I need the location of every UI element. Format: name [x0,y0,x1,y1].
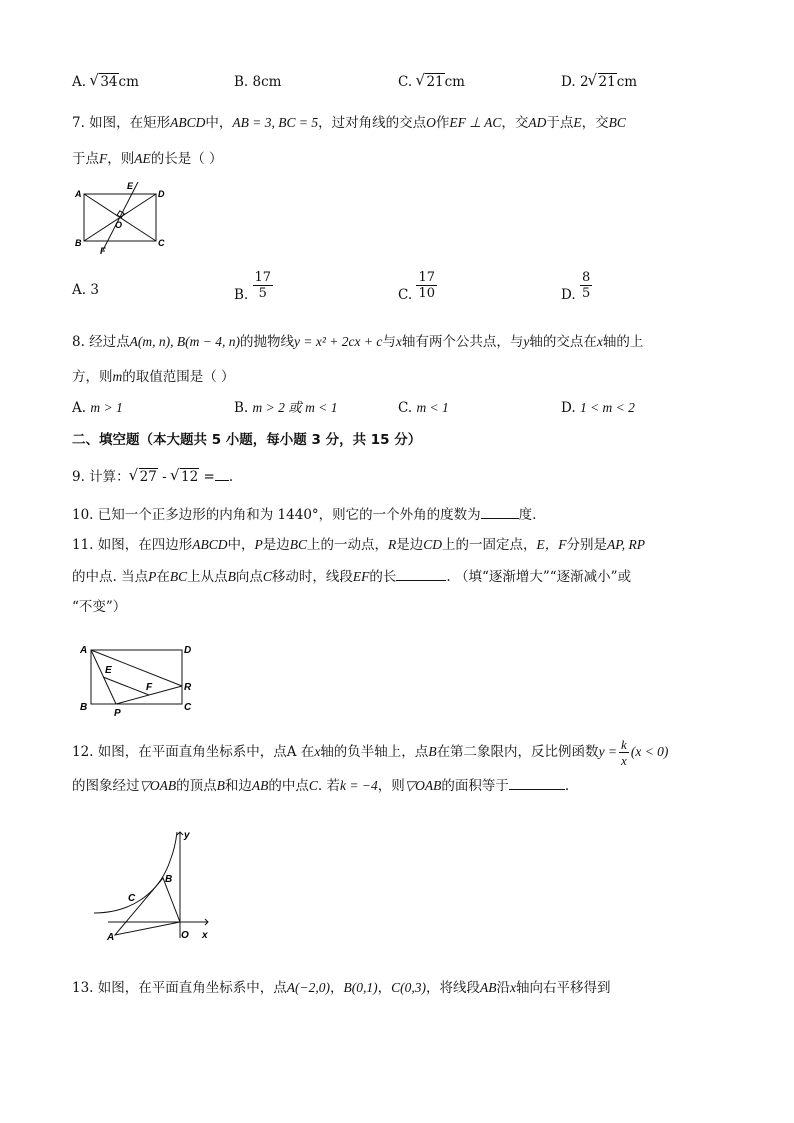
q7-rectangle-figure [70,178,170,256]
q8-option-c[interactable]: C. m < 1 [398,400,449,416]
sqrt-symbol: √ 27 [130,467,158,487]
hyperbola-curve [94,832,177,913]
q11-stem-line2: 的中点. 当点P在BC上从点B向点C移动时，线段EF的长 . （填“逐渐增大”“逐渐减小”或 [72,566,631,587]
label-d: D [158,189,165,199]
sqrt-symbol: √ 21 [589,72,617,92]
q8-stem-line1: 8. 经过点A(m, n), B(m − 4, n)的抛物线y = x² + 2cx + c与x轴有两个公共点，与y轴的交点在x轴的上 [72,334,644,350]
q8-option-a[interactable]: A. m > 1 [72,400,123,416]
fraction: $\frac{17}{5}$ [254,270,272,301]
label-e: E [105,665,112,676]
q7-stem-line2: 于点F，则AE的长是（ ） [72,151,223,167]
section-2-heading: 二、填空题（本大题共 5 小题，每小题 3 分，共 15 分） [72,432,422,448]
label-b: B [80,702,88,713]
label-y: y [184,830,190,841]
label-a: A [75,189,82,199]
sqrt-symbol: √ 12 [171,467,199,487]
q12-stem-line1: 12. 如图，在平面直角坐标系中，点A 在x轴的负半轴上，点B在第二象限内，反比例函数y = $\frac{k}{x}$ (x < 0) [72,737,669,768]
q12-coordinate-figure [88,826,218,946]
label-p: P [114,708,121,719]
answer-blank[interactable] [396,566,446,581]
q11-stem-line3: “不变”） [72,599,127,615]
q13-stem: 13. 如图，在平面直角坐标系中，点A(−2,0)，B(0,1)，C(0,3)，将线段AB沿x轴向右平移得到 [72,980,611,996]
answer-blank[interactable] [509,775,565,790]
label-x: x [202,930,208,941]
label-c: C [128,893,136,904]
line-ef [103,182,138,250]
q11-quadrilateral-figure [76,638,200,722]
label-d: D [184,645,192,656]
q7-option-c[interactable]: C. $\frac{17}{10}$ [398,270,435,303]
sqrt-symbol: √ 34 [90,72,118,92]
sqrt-symbol: √ 21 [416,72,444,92]
label-o: O [115,220,123,230]
q12-stem-line2: 的图象经过▽OAB的顶点B和边AB的中点C. 若k = −4，则▽OAB的面积等于 . [72,775,569,796]
fraction: $\frac{8}{5}$ [581,270,591,301]
label-a: A [80,645,88,656]
label-o: O [181,930,189,941]
q8-option-b[interactable]: B. m > 2 或 m < 1 [234,400,338,416]
quadrilateral-abcd [91,650,182,704]
q8-option-d[interactable]: D. 1 < m < 2 [561,400,635,416]
label-c: C [184,702,192,713]
q10-stem: 10. 已知一个正多边形的内角和为 1440°，则它的一个外角的度数为 度. [72,504,536,525]
q7-option-d[interactable]: D. $\frac{8}{5}$ [561,270,591,303]
fraction: $\frac{17}{10}$ [418,270,435,301]
label-f: F [100,246,106,256]
label-f: F [146,682,153,693]
label-b: B [75,238,82,248]
q6-option-a[interactable]: A. √ 34cm [72,72,139,92]
label-a: A [107,932,115,943]
segment-ef [103,677,149,695]
label-b: B [165,874,173,885]
triangle-oab [115,878,180,935]
q7-option-b[interactable]: B. $\frac{17}{5}$ [234,270,272,303]
answer-blank[interactable] [481,504,519,519]
q6-option-d[interactable]: D. 2√ 21cm [561,72,637,92]
label-r: R [184,682,192,693]
q9-stem: 9. 计算：√ 27 - √ 12 = . [72,466,233,487]
q6-option-c[interactable]: C. √ 21cm [398,72,465,92]
q8-stem-line2: 方，则m的取值范围是（ ） [72,369,235,385]
q6-option-b[interactable]: B. 8cm [234,74,282,90]
answer-blank[interactable] [215,466,229,481]
label-c: C [158,238,165,248]
label-e: E [127,181,134,191]
q7-option-a[interactable]: A. 3 [72,282,99,298]
q7-stem-line1: 7. 如图，在矩形ABCD中，AB = 3, BC = 5，过对角线的交点O作EF ⊥ AC，交AD于点E，交BC [72,115,626,131]
fraction: $\frac{k}{x}$ [621,737,627,768]
q11-stem-line1: 11. 如图，在四边形ABCD中，P是边BC上的一动点，R是边CD上的一固定点，E，F分别是AP, RP [72,537,646,553]
